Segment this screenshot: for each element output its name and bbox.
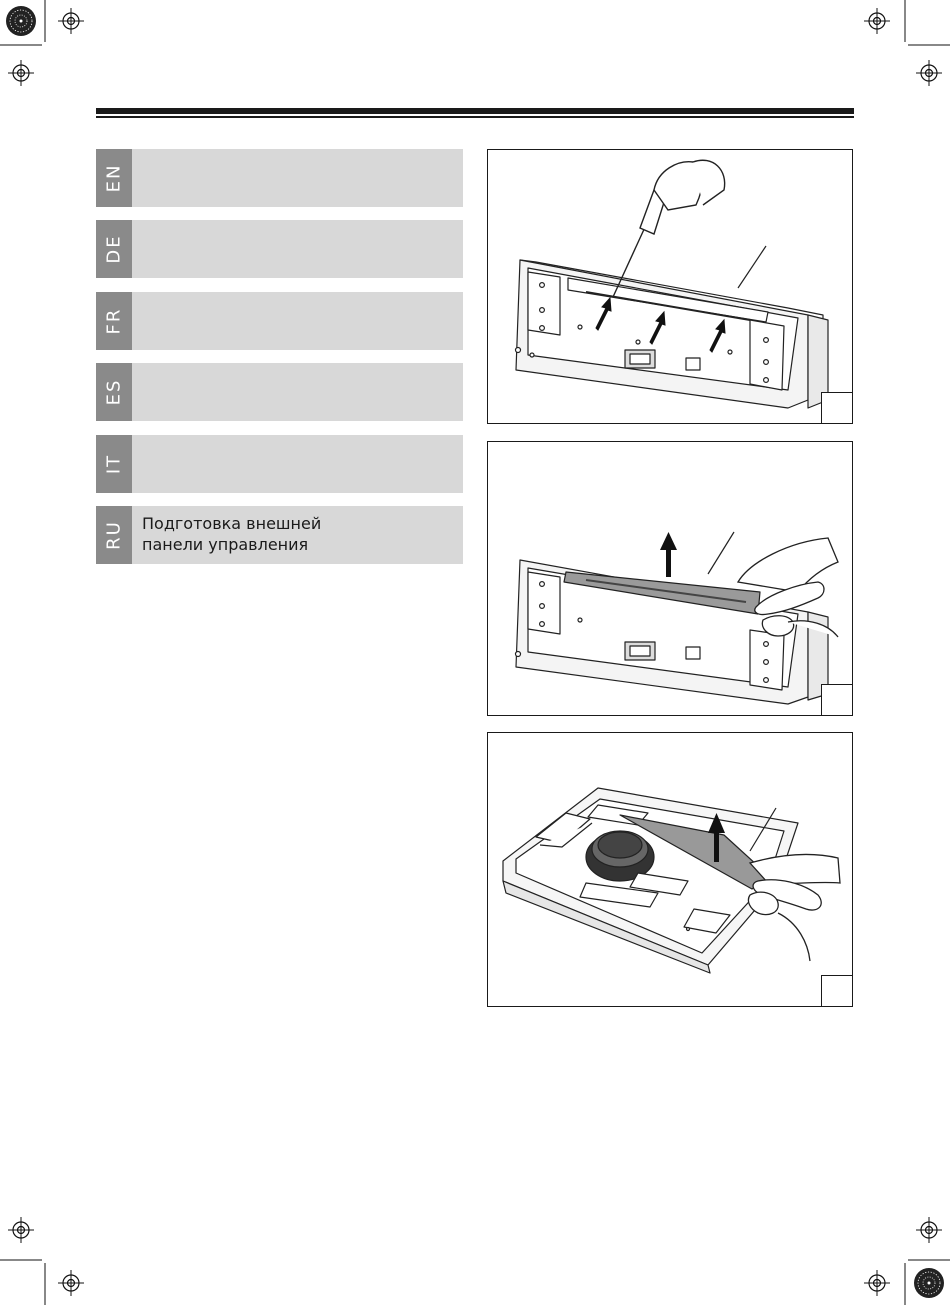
color-wheel-icon — [6, 6, 36, 36]
panel-illustration — [488, 442, 854, 717]
lang-block-en — [96, 149, 463, 207]
lang-block-it — [96, 435, 463, 493]
registration-mark-icon — [8, 1217, 34, 1243]
registration-mark-icon — [864, 8, 890, 34]
header-rule-thin — [96, 116, 854, 118]
lang-code-tab — [96, 435, 132, 493]
registration-mark-icon — [916, 60, 942, 86]
lang-code-tab — [96, 220, 132, 278]
lang-code-label: DE — [103, 234, 125, 264]
lang-code-label: RU — [103, 520, 125, 550]
lang-code-label: ES — [103, 378, 125, 406]
lang-title — [142, 513, 455, 555]
registration-mark-icon — [58, 8, 84, 34]
figure-remove-strip-screwdriver — [487, 149, 853, 424]
lang-title-line1: Подготовка внешней — [142, 514, 322, 533]
color-wheel-icon — [914, 1268, 944, 1298]
lang-block-es — [96, 363, 463, 421]
registration-mark-icon — [8, 60, 34, 86]
step-number-box — [821, 975, 853, 1007]
lang-code-tab — [96, 292, 132, 350]
lang-block-de — [96, 220, 463, 278]
lang-code-label: FR — [103, 307, 125, 335]
figure-lift-strip — [487, 441, 853, 716]
step-number-box — [821, 392, 853, 424]
lang-code-tab — [96, 363, 132, 421]
registration-mark-icon — [58, 1270, 84, 1296]
lang-code-tab — [96, 149, 132, 207]
panel-illustration — [488, 150, 854, 425]
lang-title-line2: панели управления — [142, 535, 309, 554]
registration-mark-icon — [916, 1217, 942, 1243]
lang-code-label: EN — [103, 163, 125, 193]
lang-code-tab — [96, 506, 132, 564]
step-number-box — [821, 684, 853, 716]
lang-code-label: IT — [103, 453, 125, 475]
panel-illustration — [488, 733, 854, 1008]
header-rule — [96, 108, 854, 114]
registration-mark-icon — [864, 1270, 890, 1296]
lang-block-ru — [96, 506, 463, 564]
figure-lift-strip-front — [487, 732, 853, 1007]
lang-block-fr — [96, 292, 463, 350]
